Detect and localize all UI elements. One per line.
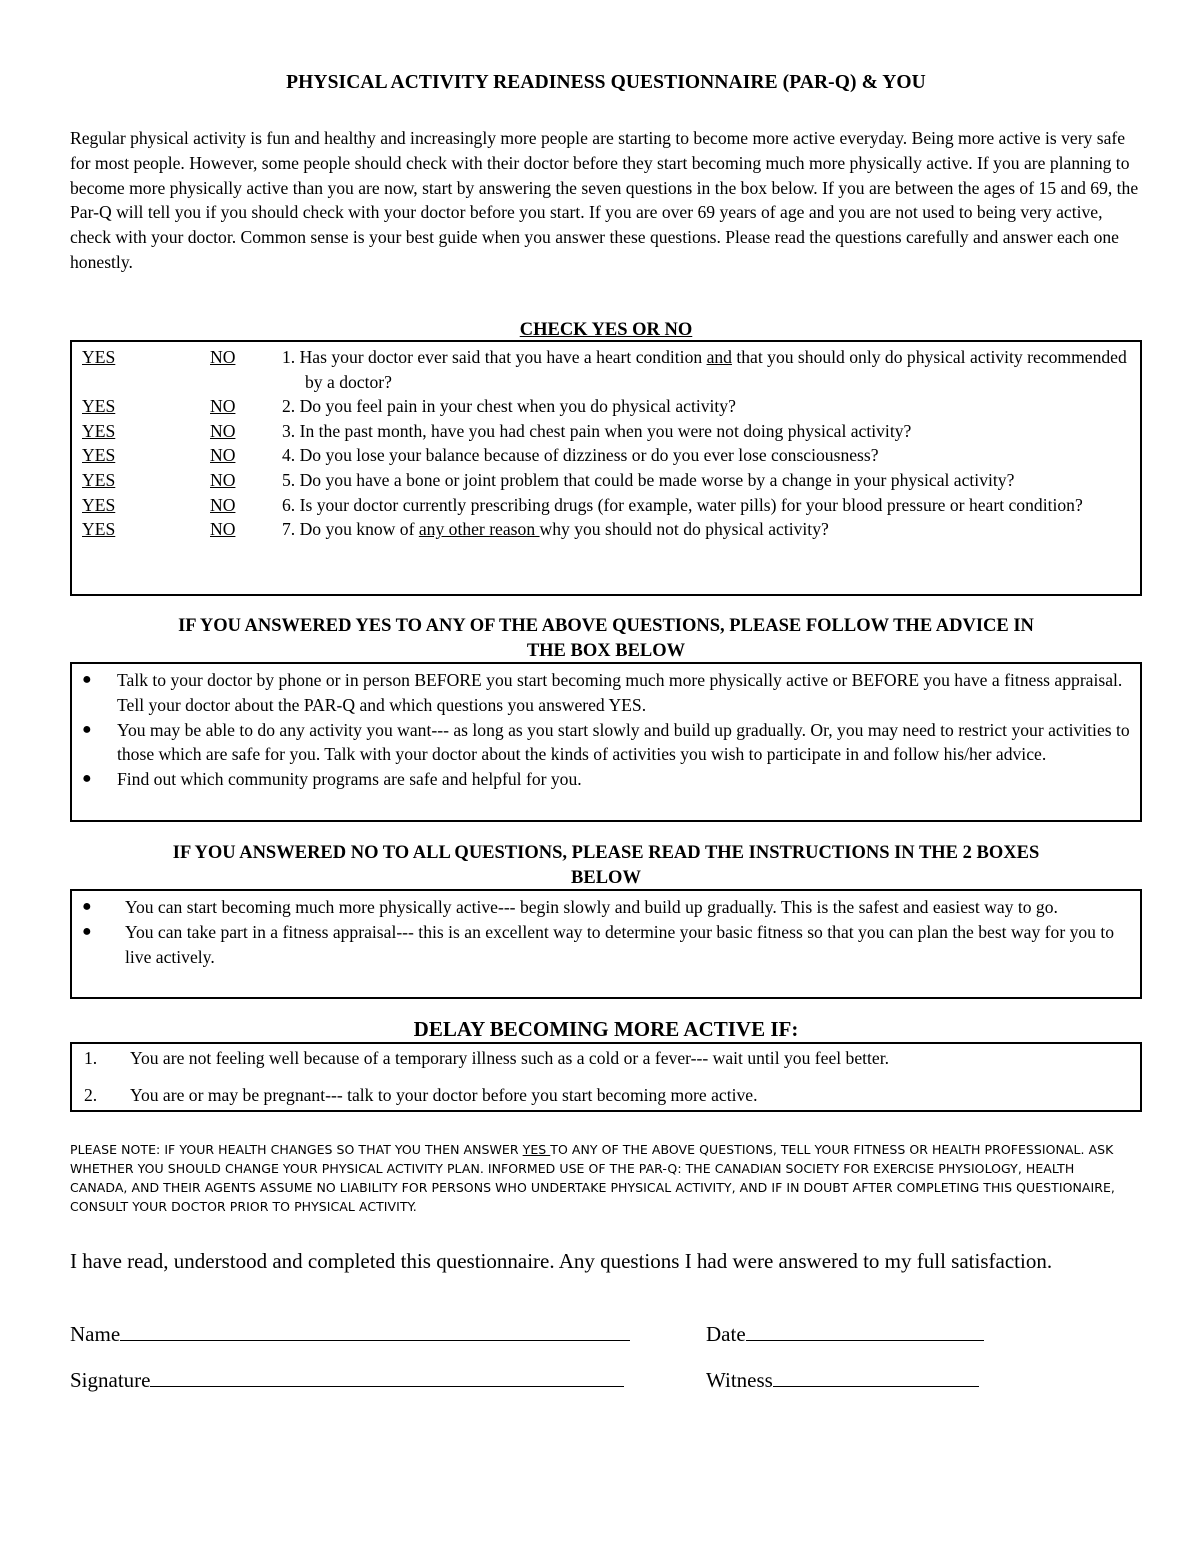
yes-advice-heading-line1: IF YOU ANSWERED YES TO ANY OF THE ABOVE QUESTIONS, PLEASE FOLLOW THE ADVICE IN [178, 616, 1034, 636]
question-text [282, 443, 1140, 468]
no-option[interactable]: NO [210, 494, 236, 515]
yes-option[interactable]: YES [82, 420, 116, 441]
questions-table [70, 340, 1142, 596]
intro-paragraph: Regular physical activity is fun and healthy and increasingly more people are starting to become more active everyday. Being more active is very safe for most people. However, some people should check with their doctor before they start becoming much more physically active. If you are planning to become more physically active than you are now, start by answering the seven questions in the box below. If you are between the ages of 15 and 69, the Par-Q will tell you if you should check with your doctor before you start. If you are over 69 years of age and you are not used to being very active, check with your doctor. Common sense is your best guide when you answer these questions. Please read the questions carefully and answer each one honestly. [70, 128, 1139, 272]
yes-option[interactable]: YES [82, 494, 116, 515]
advice-text: Find out which community programs are safe and helpful for you. [117, 769, 582, 790]
no-advice-heading [70, 841, 1142, 890]
delay-box [70, 1042, 1142, 1112]
question-text-start: 4. Do you lose your balance because of dizziness or do you ever lose consciousness? [282, 445, 879, 466]
bullet-icon: ● [82, 898, 92, 915]
signature-label: Signature [70, 1368, 151, 1392]
question-text-start: 1. Has your doctor ever said that you have a heart condition [282, 347, 707, 367]
delay-item-text: You are not feeling well because of a temporary illness such as a cold or a fever--- wait until you feel better. [130, 1048, 890, 1068]
note-text-end: TO ANY OF THE ABOVE QUESTIONS, TELL YOUR FITNESS OR HEALTH PROFESSIONAL. ASK WHETHER YOU SHOULD CHANGE YOUR PHYSICAL ACTIVITY PLAN. INFORMED USE OF THE PAR-Q: THE CANADIAN SOCIETY FOR EXERCISE PHYSIOLOGY, HEALTH CANADA, AND THEIR AGENTS ASSUME NO LIABILITY FOR PERSONS WHO UNDERTAKE PHYSICAL ACTIVITY, AND IF IN DOUBT AFTER COMPLETING THIS QUESTIONAIRE, CONSULT YOUR DOCTOR PRIOR TO PHYSICAL ACTIVITY. [70, 1142, 1115, 1214]
witness-label: Witness [706, 1368, 773, 1392]
question-row [72, 493, 1140, 518]
delay-heading: DELAY BECOMING MORE ACTIVE IF: [413, 1017, 799, 1041]
advice-text: You can take part in a fitness appraisal--- this is an excellent way to determine your basic fitness so that you can plan the best way for you to live actively. [125, 921, 1115, 967]
delay-item-number: 2. [84, 1085, 98, 1105]
signature-field[interactable] [70, 1366, 624, 1393]
question-text [282, 345, 1140, 394]
advice-text: You can start becoming much more physically active--- begin slowly and build up gradually. This is the safest and easiest way to go. [125, 897, 1058, 917]
question-row [72, 468, 1140, 493]
advice-item [72, 895, 1140, 920]
no-advice-heading-line1: IF YOU ANSWERED NO TO ALL QUESTIONS, PLEASE READ THE INSTRUCTIONS IN THE 2 BOXES [172, 843, 1040, 863]
page-title: PHYSICAL ACTIVITY READINESS QUESTIONNAIRE (PAR-Q) & YOU [286, 72, 926, 93]
question-text [282, 468, 1140, 493]
question-text [282, 394, 1140, 419]
question-row [72, 443, 1140, 468]
no-option[interactable]: NO [210, 347, 236, 367]
no-option[interactable]: NO [210, 445, 236, 466]
name-field[interactable] [70, 1320, 630, 1347]
question-text-start: 6. Is your doctor currently prescribing drugs (for example, water pills) for your blood pressure or heart condition? [282, 494, 1083, 515]
name-line[interactable] [120, 1320, 630, 1341]
advice-item [72, 668, 1140, 718]
question-text [282, 517, 1140, 542]
yes-option[interactable]: YES [82, 347, 116, 367]
date-label: Date [706, 1322, 746, 1346]
question-text-underlined: any other reason [418, 519, 540, 540]
bullet-icon: ● [82, 922, 92, 940]
question-text [282, 493, 1140, 518]
name-label: Name [70, 1322, 121, 1346]
no-advice-heading-line2: BELOW [571, 867, 641, 888]
advice-text: You may be able to do any activity you want--- as long as you start slowly and build up gradually. Or, you may need to restrict your activities to those which are safe for you. Talk with your doctor about the kinds of activities you wish to participate in and follow his/her advice. [117, 719, 1130, 765]
question-text-start: 2. Do you feel pain in your chest when you do physical activity? [282, 396, 736, 417]
question-row [72, 394, 1140, 419]
question-text-start: 3. In the past month, have you had chest pain when you were not doing physical activity? [282, 420, 912, 441]
advice-item [72, 718, 1140, 768]
question-text-start: 5. Do you have a bone or joint problem that could be made worse by a change in your physical activity? [282, 469, 1015, 490]
question-text-underlined: and [706, 347, 732, 367]
advice-text: Talk to your doctor by phone or in person BEFORE you start becoming much more physically active or BEFORE you have a fitness appraisal. Tell your doctor about the PAR-Q and which questions you answered YES. [117, 670, 1123, 715]
delay-item-number: 1. [84, 1048, 98, 1068]
bullet-icon: ● [82, 671, 92, 688]
question-row [72, 345, 1140, 394]
yes-option[interactable]: YES [82, 519, 116, 540]
question-text-end: why you should not do physical activity? [539, 519, 829, 540]
signature-line[interactable] [150, 1366, 624, 1387]
delay-item-text: You are or may be pregnant--- talk to your doctor before you start becoming more active. [130, 1085, 758, 1105]
yes-option[interactable]: YES [82, 396, 116, 417]
question-text [282, 419, 1140, 444]
note-text-start: PLEASE NOTE: IF YOUR HEALTH CHANGES SO THAT YOU THEN ANSWER [70, 1142, 523, 1157]
no-option[interactable]: NO [210, 519, 236, 540]
date-field[interactable] [706, 1320, 984, 1347]
bullet-icon: ● [82, 720, 92, 738]
bullet-icon: ● [82, 770, 92, 788]
no-advice-box [70, 889, 1142, 999]
no-option[interactable]: NO [210, 469, 236, 490]
advice-item [72, 920, 1140, 970]
please-note [70, 1140, 1130, 1216]
yes-advice-heading [70, 614, 1142, 663]
attestation-statement: I have read, understood and completed this questionnaire. Any questions I had were answered to my full satisfaction. [70, 1249, 1053, 1273]
question-row [72, 419, 1140, 444]
yes-option[interactable]: YES [82, 445, 116, 466]
yes-option[interactable]: YES [82, 469, 116, 490]
witness-field[interactable] [706, 1366, 979, 1393]
yes-advice-heading-line2: THE BOX BELOW [526, 640, 686, 661]
note-text-underlined: YES [522, 1142, 551, 1157]
check-yes-no-heading: CHECK YES OR NO [519, 320, 693, 340]
yes-advice-box [70, 662, 1142, 822]
question-row [72, 517, 1140, 542]
question-text-start: 7. Do you know of [282, 519, 419, 540]
advice-item [72, 767, 1140, 792]
date-line[interactable] [746, 1320, 984, 1341]
witness-line[interactable] [773, 1366, 979, 1387]
no-option[interactable]: NO [210, 420, 236, 441]
no-option[interactable]: NO [210, 396, 236, 417]
question-text-end: that you should only do physical activity recommended by a doctor? [305, 347, 1127, 392]
